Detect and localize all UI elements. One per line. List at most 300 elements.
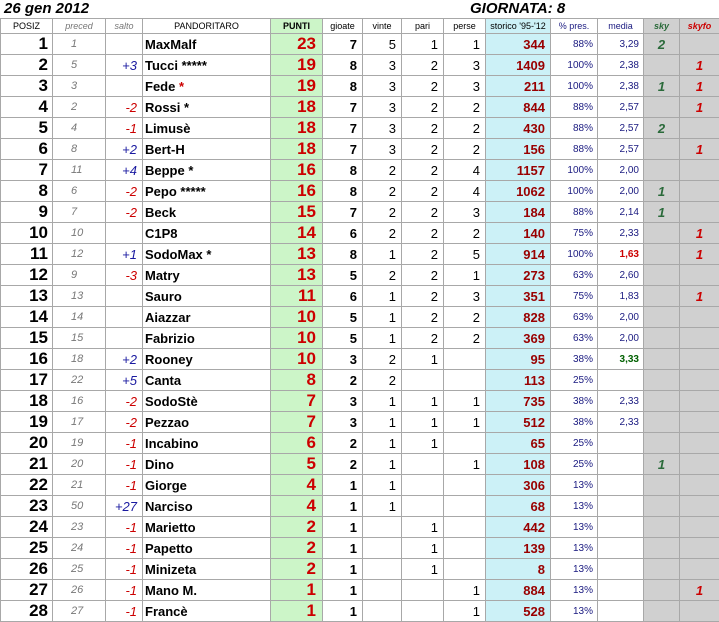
lost-cell: 1 bbox=[444, 265, 486, 286]
average-cell: 1,63 bbox=[598, 244, 644, 265]
drawn-cell: 2 bbox=[402, 307, 444, 328]
player-name-cell bbox=[143, 475, 271, 496]
player-name: Canta bbox=[145, 373, 181, 388]
average-cell: 2,38 bbox=[598, 76, 644, 97]
drawn-cell bbox=[402, 475, 444, 496]
presence-cell: 13% bbox=[551, 517, 598, 538]
player-name-cell bbox=[143, 244, 271, 265]
historic-cell: 1062 bbox=[486, 181, 551, 202]
player-name-cell bbox=[143, 139, 271, 160]
presence-cell: 13% bbox=[551, 496, 598, 517]
position-change-cell: +5 bbox=[106, 370, 143, 391]
sky-cell: 1 bbox=[644, 181, 680, 202]
average-cell: 3,33 bbox=[598, 349, 644, 370]
historic-cell: 430 bbox=[486, 118, 551, 139]
player-name-cell bbox=[143, 265, 271, 286]
historic-cell: 512 bbox=[486, 412, 551, 433]
lost-cell: 1 bbox=[444, 454, 486, 475]
previous-position-cell: 1 bbox=[53, 34, 106, 55]
historic-cell: 884 bbox=[486, 580, 551, 601]
position-cell: 7 bbox=[1, 160, 53, 181]
points-cell: 16 bbox=[271, 181, 323, 202]
presence-cell: 63% bbox=[551, 328, 598, 349]
position-cell: 16 bbox=[1, 349, 53, 370]
table-row bbox=[1, 244, 719, 265]
player-name-cell bbox=[143, 160, 271, 181]
presence-cell: 100% bbox=[551, 55, 598, 76]
presence-cell: 13% bbox=[551, 601, 598, 622]
table-row bbox=[1, 55, 719, 76]
previous-position-cell: 50 bbox=[53, 496, 106, 517]
points-cell: 4 bbox=[271, 496, 323, 517]
position-change-cell: +2 bbox=[106, 349, 143, 370]
position-cell: 3 bbox=[1, 76, 53, 97]
position-cell: 18 bbox=[1, 391, 53, 412]
table-row bbox=[1, 328, 719, 349]
player-name: Fede bbox=[145, 79, 175, 94]
skyfo-cell: 1 bbox=[680, 139, 719, 160]
drawn-cell: 2 bbox=[402, 97, 444, 118]
table-row bbox=[1, 601, 719, 622]
header-row bbox=[1, 19, 719, 34]
player-name: Tucci bbox=[145, 58, 178, 73]
position-change-cell: +1 bbox=[106, 244, 143, 265]
col-media: media bbox=[598, 19, 644, 34]
points-cell: 15 bbox=[271, 202, 323, 223]
sky-cell bbox=[644, 349, 680, 370]
table-row bbox=[1, 538, 719, 559]
played-cell: 1 bbox=[323, 496, 363, 517]
previous-position-cell: 27 bbox=[53, 601, 106, 622]
sky-cell: 2 bbox=[644, 34, 680, 55]
previous-position-cell: 11 bbox=[53, 160, 106, 181]
presence-cell: 63% bbox=[551, 265, 598, 286]
points-cell: 6 bbox=[271, 433, 323, 454]
previous-position-cell: 15 bbox=[53, 328, 106, 349]
position-cell: 12 bbox=[1, 265, 53, 286]
player-stars: * bbox=[175, 79, 184, 94]
won-cell: 2 bbox=[363, 202, 402, 223]
player-name-cell bbox=[143, 412, 271, 433]
position-cell: 5 bbox=[1, 118, 53, 139]
position-cell: 28 bbox=[1, 601, 53, 622]
lost-cell: 3 bbox=[444, 55, 486, 76]
historic-cell: 306 bbox=[486, 475, 551, 496]
average-cell bbox=[598, 454, 644, 475]
won-cell: 1 bbox=[363, 475, 402, 496]
presence-cell: 88% bbox=[551, 97, 598, 118]
position-cell: 26 bbox=[1, 559, 53, 580]
drawn-cell bbox=[402, 496, 444, 517]
position-change-cell: -2 bbox=[106, 181, 143, 202]
points-cell: 2 bbox=[271, 538, 323, 559]
skyfo-cell: 1 bbox=[680, 286, 719, 307]
played-cell: 1 bbox=[323, 601, 363, 622]
presence-cell: 63% bbox=[551, 307, 598, 328]
drawn-cell: 2 bbox=[402, 55, 444, 76]
player-name-cell bbox=[143, 517, 271, 538]
played-cell: 5 bbox=[323, 307, 363, 328]
drawn-cell bbox=[402, 370, 444, 391]
previous-position-cell: 19 bbox=[53, 433, 106, 454]
sky-cell: 2 bbox=[644, 118, 680, 139]
col-pres: % pres. bbox=[551, 19, 598, 34]
skyfo-cell: 1 bbox=[680, 55, 719, 76]
lost-cell bbox=[444, 517, 486, 538]
previous-position-cell: 13 bbox=[53, 286, 106, 307]
points-cell: 11 bbox=[271, 286, 323, 307]
lost-cell: 2 bbox=[444, 307, 486, 328]
historic-cell: 1157 bbox=[486, 160, 551, 181]
drawn-cell: 1 bbox=[402, 412, 444, 433]
player-name: Bert-H bbox=[145, 142, 185, 157]
historic-cell: 65 bbox=[486, 433, 551, 454]
points-cell: 8 bbox=[271, 370, 323, 391]
player-stars: ***** bbox=[177, 184, 206, 199]
previous-position-cell: 4 bbox=[53, 118, 106, 139]
played-cell: 5 bbox=[323, 265, 363, 286]
drawn-cell: 2 bbox=[402, 139, 444, 160]
drawn-cell: 1 bbox=[402, 433, 444, 454]
played-cell: 1 bbox=[323, 517, 363, 538]
played-cell: 1 bbox=[323, 475, 363, 496]
player-name: Beppe bbox=[145, 163, 185, 178]
sky-cell bbox=[644, 265, 680, 286]
presence-cell: 38% bbox=[551, 349, 598, 370]
average-cell: 2,00 bbox=[598, 181, 644, 202]
historic-cell: 184 bbox=[486, 202, 551, 223]
skyfo-cell: 1 bbox=[680, 580, 719, 601]
position-change-cell: +4 bbox=[106, 160, 143, 181]
presence-cell: 25% bbox=[551, 433, 598, 454]
historic-cell: 68 bbox=[486, 496, 551, 517]
historic-cell: 108 bbox=[486, 454, 551, 475]
player-name-cell bbox=[143, 76, 271, 97]
skyfo-cell bbox=[680, 328, 719, 349]
played-cell: 2 bbox=[323, 454, 363, 475]
player-name: Limusè bbox=[145, 121, 191, 136]
average-cell: 2,60 bbox=[598, 265, 644, 286]
average-cell: 2,57 bbox=[598, 139, 644, 160]
position-change-cell: -2 bbox=[106, 97, 143, 118]
points-cell: 14 bbox=[271, 223, 323, 244]
position-change-cell: -1 bbox=[106, 433, 143, 454]
presence-cell: 25% bbox=[551, 454, 598, 475]
sky-cell: 1 bbox=[644, 76, 680, 97]
previous-position-cell: 6 bbox=[53, 181, 106, 202]
lost-cell: 3 bbox=[444, 76, 486, 97]
won-cell: 3 bbox=[363, 118, 402, 139]
position-cell: 17 bbox=[1, 370, 53, 391]
drawn-cell: 2 bbox=[402, 76, 444, 97]
average-cell: 3,29 bbox=[598, 34, 644, 55]
skyfo-cell bbox=[680, 202, 719, 223]
skyfo-cell bbox=[680, 412, 719, 433]
average-cell: 2,00 bbox=[598, 160, 644, 181]
position-cell: 19 bbox=[1, 412, 53, 433]
average-cell: 2,14 bbox=[598, 202, 644, 223]
previous-position-cell: 8 bbox=[53, 139, 106, 160]
presence-cell: 75% bbox=[551, 223, 598, 244]
historic-cell: 735 bbox=[486, 391, 551, 412]
player-name-cell bbox=[143, 97, 271, 118]
presence-cell: 38% bbox=[551, 391, 598, 412]
previous-position-cell: 9 bbox=[53, 265, 106, 286]
position-change-cell: -1 bbox=[106, 601, 143, 622]
sky-cell bbox=[644, 55, 680, 76]
historic-cell: 828 bbox=[486, 307, 551, 328]
historic-cell: 273 bbox=[486, 265, 551, 286]
lost-cell: 3 bbox=[444, 286, 486, 307]
presence-cell: 13% bbox=[551, 538, 598, 559]
skyfo-cell bbox=[680, 538, 719, 559]
player-name-cell bbox=[143, 181, 271, 202]
points-cell: 13 bbox=[271, 265, 323, 286]
presence-cell: 88% bbox=[551, 139, 598, 160]
previous-position-cell: 24 bbox=[53, 538, 106, 559]
sheet-header bbox=[0, 0, 719, 18]
previous-position-cell: 10 bbox=[53, 223, 106, 244]
won-cell: 2 bbox=[363, 370, 402, 391]
won-cell bbox=[363, 538, 402, 559]
historic-cell: 1409 bbox=[486, 55, 551, 76]
table-row bbox=[1, 454, 719, 475]
lost-cell bbox=[444, 349, 486, 370]
player-name-cell bbox=[143, 454, 271, 475]
skyfo-cell bbox=[680, 160, 719, 181]
table-row bbox=[1, 286, 719, 307]
drawn-cell: 2 bbox=[402, 160, 444, 181]
presence-cell: 100% bbox=[551, 244, 598, 265]
position-cell: 2 bbox=[1, 55, 53, 76]
lost-cell: 1 bbox=[444, 412, 486, 433]
presence-cell: 88% bbox=[551, 202, 598, 223]
player-name-cell bbox=[143, 391, 271, 412]
player-name-cell bbox=[143, 496, 271, 517]
position-change-cell: -3 bbox=[106, 265, 143, 286]
col-posiz: POSIZ bbox=[1, 19, 53, 34]
sky-cell bbox=[644, 496, 680, 517]
skyfo-cell bbox=[680, 475, 719, 496]
average-cell bbox=[598, 496, 644, 517]
previous-position-cell: 26 bbox=[53, 580, 106, 601]
sky-cell bbox=[644, 328, 680, 349]
lost-cell: 4 bbox=[444, 181, 486, 202]
skyfo-cell bbox=[680, 370, 719, 391]
position-change-cell bbox=[106, 34, 143, 55]
won-cell: 3 bbox=[363, 55, 402, 76]
historic-cell: 369 bbox=[486, 328, 551, 349]
skyfo-cell bbox=[680, 391, 719, 412]
player-name-cell bbox=[143, 202, 271, 223]
played-cell: 6 bbox=[323, 286, 363, 307]
points-cell: 5 bbox=[271, 454, 323, 475]
average-cell bbox=[598, 559, 644, 580]
historic-cell: 140 bbox=[486, 223, 551, 244]
lost-cell: 2 bbox=[444, 223, 486, 244]
player-name-cell bbox=[143, 118, 271, 139]
table-row bbox=[1, 118, 719, 139]
points-cell: 7 bbox=[271, 412, 323, 433]
table-row bbox=[1, 559, 719, 580]
player-name: Rossi bbox=[145, 100, 180, 115]
sky-cell: 1 bbox=[644, 202, 680, 223]
player-name: Giorge bbox=[145, 478, 187, 493]
table-row bbox=[1, 202, 719, 223]
player-name: Narciso bbox=[145, 499, 193, 514]
skyfo-cell bbox=[680, 601, 719, 622]
won-cell: 5 bbox=[363, 34, 402, 55]
position-change-cell: -2 bbox=[106, 412, 143, 433]
position-cell: 21 bbox=[1, 454, 53, 475]
skyfo-cell: 1 bbox=[680, 244, 719, 265]
presence-cell: 88% bbox=[551, 118, 598, 139]
played-cell: 3 bbox=[323, 391, 363, 412]
drawn-cell: 2 bbox=[402, 265, 444, 286]
skyfo-cell bbox=[680, 307, 719, 328]
points-cell: 2 bbox=[271, 517, 323, 538]
points-cell: 16 bbox=[271, 160, 323, 181]
player-name: Aiazzar bbox=[145, 310, 191, 325]
historic-cell: 95 bbox=[486, 349, 551, 370]
table-row bbox=[1, 580, 719, 601]
won-cell bbox=[363, 517, 402, 538]
lost-cell: 1 bbox=[444, 34, 486, 55]
table-row bbox=[1, 97, 719, 118]
player-name-cell bbox=[143, 601, 271, 622]
table-row bbox=[1, 433, 719, 454]
player-name-cell bbox=[143, 349, 271, 370]
historic-cell: 156 bbox=[486, 139, 551, 160]
previous-position-cell: 18 bbox=[53, 349, 106, 370]
skyfo-cell bbox=[680, 349, 719, 370]
previous-position-cell: 3 bbox=[53, 76, 106, 97]
historic-cell: 8 bbox=[486, 559, 551, 580]
position-change-cell bbox=[106, 76, 143, 97]
lost-cell: 3 bbox=[444, 202, 486, 223]
player-name-cell bbox=[143, 559, 271, 580]
position-change-cell: +2 bbox=[106, 139, 143, 160]
lost-cell bbox=[444, 559, 486, 580]
played-cell: 6 bbox=[323, 223, 363, 244]
average-cell bbox=[598, 433, 644, 454]
position-change-cell: -1 bbox=[106, 475, 143, 496]
lost-cell: 1 bbox=[444, 580, 486, 601]
sky-cell bbox=[644, 223, 680, 244]
played-cell: 7 bbox=[323, 202, 363, 223]
table-row bbox=[1, 307, 719, 328]
col-sky: sky bbox=[644, 19, 680, 34]
played-cell: 3 bbox=[323, 349, 363, 370]
average-cell bbox=[598, 370, 644, 391]
previous-position-cell: 14 bbox=[53, 307, 106, 328]
player-name: Marietto bbox=[145, 520, 196, 535]
sky-cell bbox=[644, 517, 680, 538]
average-cell: 2,57 bbox=[598, 97, 644, 118]
drawn-cell: 1 bbox=[402, 34, 444, 55]
points-cell: 4 bbox=[271, 475, 323, 496]
points-cell: 13 bbox=[271, 244, 323, 265]
sky-cell bbox=[644, 580, 680, 601]
points-cell: 7 bbox=[271, 391, 323, 412]
average-cell: 2,38 bbox=[598, 55, 644, 76]
table-row bbox=[1, 160, 719, 181]
points-cell: 18 bbox=[271, 97, 323, 118]
date-label: 26 gen 2012 bbox=[4, 0, 89, 17]
col-preced: preced bbox=[53, 19, 106, 34]
player-name: Papetto bbox=[145, 541, 193, 556]
previous-position-cell: 16 bbox=[53, 391, 106, 412]
position-cell: 20 bbox=[1, 433, 53, 454]
player-name: Incabino bbox=[145, 436, 198, 451]
skyfo-cell bbox=[680, 118, 719, 139]
col-skyfo: skyfo bbox=[680, 19, 719, 34]
sky-cell bbox=[644, 370, 680, 391]
historic-cell: 344 bbox=[486, 34, 551, 55]
average-cell: 2,00 bbox=[598, 328, 644, 349]
table-row bbox=[1, 265, 719, 286]
position-cell: 10 bbox=[1, 223, 53, 244]
played-cell: 1 bbox=[323, 538, 363, 559]
lost-cell: 1 bbox=[444, 601, 486, 622]
played-cell: 7 bbox=[323, 139, 363, 160]
lost-cell: 2 bbox=[444, 118, 486, 139]
won-cell: 1 bbox=[363, 391, 402, 412]
won-cell: 2 bbox=[363, 181, 402, 202]
played-cell: 8 bbox=[323, 181, 363, 202]
player-name: Beck bbox=[145, 205, 176, 220]
player-name: Rooney bbox=[145, 352, 193, 367]
previous-position-cell: 22 bbox=[53, 370, 106, 391]
previous-position-cell: 21 bbox=[53, 475, 106, 496]
position-change-cell: -1 bbox=[106, 580, 143, 601]
historic-cell: 113 bbox=[486, 370, 551, 391]
won-cell: 1 bbox=[363, 412, 402, 433]
skyfo-cell bbox=[680, 433, 719, 454]
player-name-cell bbox=[143, 580, 271, 601]
points-cell: 19 bbox=[271, 76, 323, 97]
table-row bbox=[1, 475, 719, 496]
previous-position-cell: 12 bbox=[53, 244, 106, 265]
drawn-cell bbox=[402, 580, 444, 601]
position-cell: 24 bbox=[1, 517, 53, 538]
drawn-cell: 2 bbox=[402, 181, 444, 202]
standings-table bbox=[0, 18, 719, 622]
won-cell: 3 bbox=[363, 97, 402, 118]
lost-cell: 4 bbox=[444, 160, 486, 181]
played-cell: 7 bbox=[323, 34, 363, 55]
presence-cell: 25% bbox=[551, 370, 598, 391]
played-cell: 1 bbox=[323, 559, 363, 580]
player-name-cell bbox=[143, 328, 271, 349]
player-name: SodoStè bbox=[145, 394, 198, 409]
position-cell: 9 bbox=[1, 202, 53, 223]
table-row bbox=[1, 496, 719, 517]
average-cell: 1,83 bbox=[598, 286, 644, 307]
position-cell: 25 bbox=[1, 538, 53, 559]
lost-cell: 2 bbox=[444, 328, 486, 349]
points-cell: 23 bbox=[271, 34, 323, 55]
played-cell: 1 bbox=[323, 580, 363, 601]
points-cell: 2 bbox=[271, 559, 323, 580]
average-cell bbox=[598, 601, 644, 622]
col-punti: PUNTI bbox=[271, 19, 323, 34]
position-cell: 27 bbox=[1, 580, 53, 601]
won-cell: 1 bbox=[363, 286, 402, 307]
won-cell bbox=[363, 559, 402, 580]
drawn-cell: 2 bbox=[402, 118, 444, 139]
presence-cell: 88% bbox=[551, 34, 598, 55]
